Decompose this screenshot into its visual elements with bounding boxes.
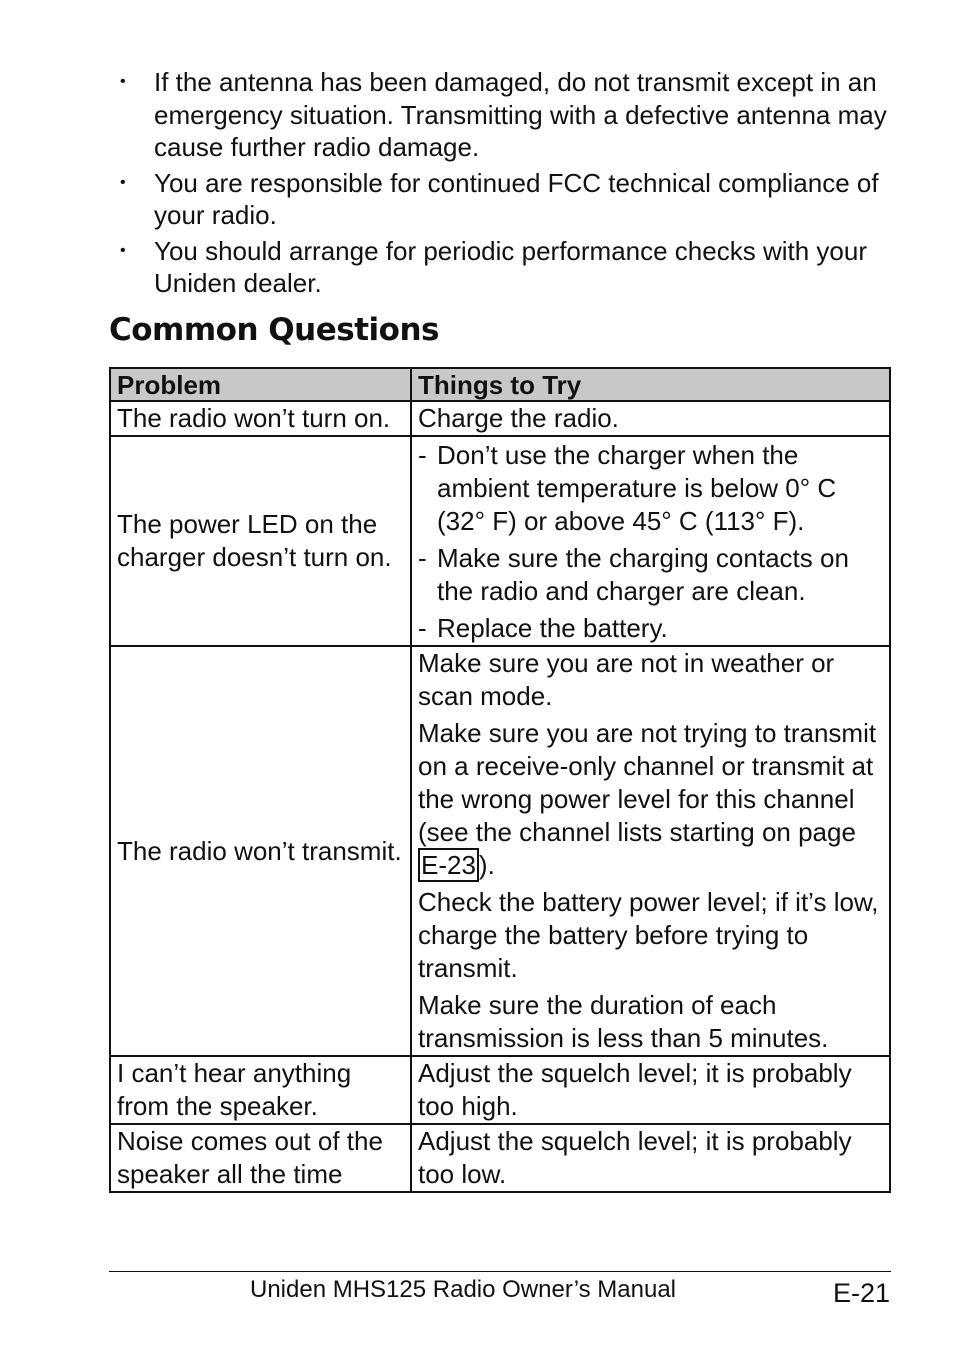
section-title: Common Questions [109, 312, 439, 348]
solution-text: Make sure the duration of each transmission is less than 5 minutes. [418, 990, 829, 1053]
table-row [110, 1056, 890, 1124]
solution-text: ). [478, 850, 495, 880]
column-header-things-to-try: Things to Try [411, 368, 890, 401]
footer-manual-title: Uniden MHS125 Radio Owner’s Manual [250, 1276, 676, 1303]
table-row [110, 401, 890, 436]
dash-marker: - [418, 613, 427, 643]
solution-cell [411, 1056, 890, 1124]
table-header-row [110, 368, 890, 401]
solution-item [418, 612, 885, 645]
bullet-item [110, 66, 900, 164]
solution-text: Adjust the squelch level; it is probably too low. [418, 1126, 852, 1189]
solution-text: Make sure you are not in weather or scan mode. [418, 648, 835, 711]
problem-cell: I can’t hear anything from the speaker. [110, 1056, 411, 1124]
bullet-marker: • [120, 173, 126, 191]
solution-text: Replace the battery. [437, 613, 668, 643]
bullet-marker: • [120, 241, 126, 259]
solution-text-with-link [418, 717, 885, 882]
bullet-marker: • [120, 73, 126, 90]
column-header-problem: Problem [110, 368, 411, 401]
solution-cell [411, 646, 890, 1056]
dash-marker: - [418, 543, 427, 573]
troubleshooting-table [109, 367, 891, 1193]
bullet-item [110, 235, 900, 300]
problem-cell: The radio won’t turn on. [110, 401, 411, 436]
solution-cell [411, 436, 890, 646]
problem-cell: The power LED on the charger doesn’t turn on. [110, 436, 411, 646]
solution-text: Make sure the charging contacts on the radio and charger are clean. [437, 543, 849, 606]
solution-text: Don’t use the charger when the ambient temperature is below 0° C (32° F) or above 45° C (113° F). [437, 440, 837, 536]
bullet-list [110, 66, 900, 303]
solution-cell [411, 401, 890, 436]
bullet-text: You are responsible for continued FCC technical compliance of your radio. [154, 167, 879, 230]
problem-cell: The radio won’t transmit. [110, 646, 411, 1056]
solution-text: Check the battery power level; if it’s low, charge the battery before trying to transmit. [418, 887, 879, 983]
solution-text: Adjust the squelch level; it is probably too high. [418, 1058, 852, 1121]
table-row [110, 436, 890, 646]
solution-item [418, 542, 885, 608]
bullet-text: You should arrange for periodic performance checks with your Uniden dealer. [154, 235, 867, 298]
problem-cell: Noise comes out of the speaker all the time [110, 1124, 411, 1192]
solution-text: Charge the radio. [418, 403, 619, 433]
table-row [110, 646, 890, 1056]
table-row [110, 1124, 890, 1192]
footer-divider [109, 1271, 891, 1272]
solution-cell [411, 1124, 890, 1192]
solution-item [418, 439, 885, 538]
page-number: E-21 [832, 1278, 890, 1308]
bullet-text: If the antenna has been damaged, do not transmit except in an emergency situation. Transmitting with a defective antenna may cause further radio damage. [154, 67, 887, 162]
bullet-item [110, 167, 900, 232]
dash-marker: - [418, 440, 427, 470]
page-reference-link[interactable]: E-23 [418, 848, 479, 882]
solution-text: Make sure you are not trying to transmit on a receive-only channel or transmit at the wrong power level for this channel (see the channel lists starting on page [418, 718, 877, 847]
